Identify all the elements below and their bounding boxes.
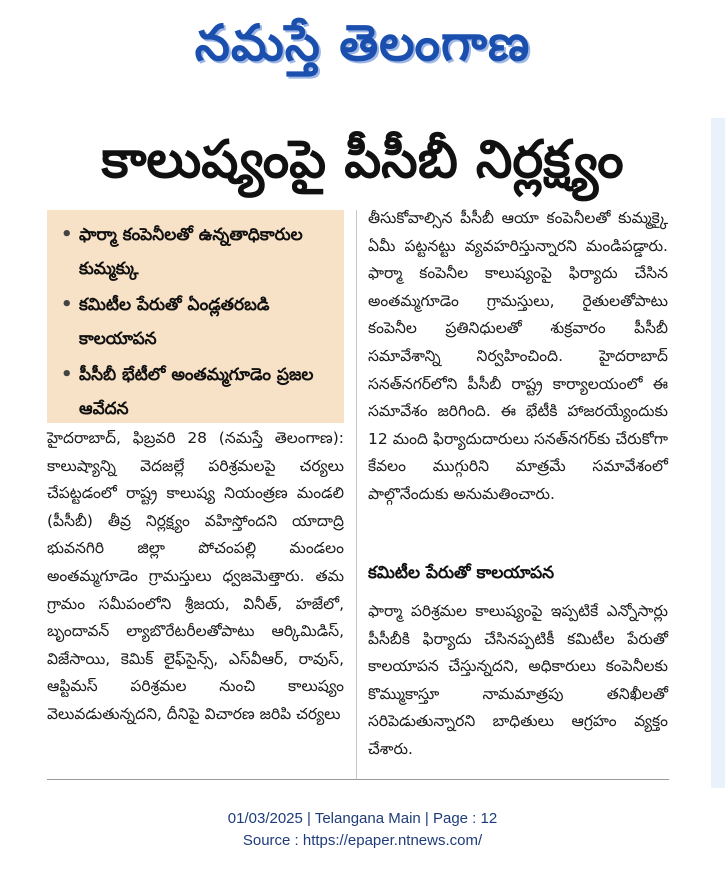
bullet-icon: •	[61, 294, 73, 315]
article-paragraph: ఫార్మా పరిశ్రమల కాలుష్యంపై ఇప్పటికే ఎన్నోసార్లు పీసీబీకి ఫిర్యాదు చేసినప్పటికీ కమిటీల పేరుతో కాలయాపన చేస్తున్నదని, అధికారులు కంపెనీలకు కొమ్ముకాస్తూ నామమాత్రపు తనిఖీలతో సరిపెడుతున్నారని బాధితులు ఆగ్రహం వ్యక్తం చేశారు.	[368, 602, 668, 758]
highlight-item	[61, 288, 334, 356]
highlight-item	[61, 218, 334, 286]
page-edge-strip	[711, 118, 725, 788]
footer-divider	[47, 779, 669, 780]
page-footer	[0, 808, 725, 852]
article-subheading: కమిటీల పేరుతో కాలయాపన	[368, 563, 555, 583]
bullet-icon: •	[61, 364, 73, 385]
column-divider	[356, 210, 357, 780]
article-body-right-column	[368, 205, 668, 509]
highlights-box	[47, 210, 344, 423]
highlight-item	[61, 358, 334, 426]
edition-info: 01/03/2025 | Telangana Main | Page : 12	[227, 810, 498, 827]
highlight-text: పీసీబీ భేటీలో అంతమ్మగూడెం ప్రజల ఆవేదన	[79, 365, 314, 419]
article-headline: కాలుష్యంపై పీసీబీ నిర్లక్ష్యం	[101, 130, 624, 190]
source-link[interactable]: Source : https://epaper.ntnews.com/	[242, 832, 483, 849]
newspaper-masthead: నమస్తే తెలంగాణ	[194, 14, 531, 72]
article-paragraph: తీసుకోవాల్సిన పీసీబీ ఆయా కంపెనీలతో కుమ్మక్కై ఏమీ పట్టనట్టు వ్యవహరిస్తున్నారని మండిపడ్డారు. ఫార్మా కంపెనీల కాలుష్యంపై ఫిర్యాదు చేసిన అంతమ్మగూడెం గ్రామస్తులు, రైతులతోపాటు కంపెనీల ప్రతినిధులతో శుక్రవారం పీసీబీ సమావేశాన్ని నిర్వహించింది. హైదరాబాద్ సనత్‌నగర్‌లోని పీసీబీ రాష్ట్ర కార్యాలయంలో ఈ సమావేశం జరిగింది. ఈ భేటీకి హాజరయ్యేందుకు 12 మంది ఫిర్యాదుదారులు సనత్‌నగర్‌కు చేరుకోగా కేవలం ముగ్గురిని మాత్రమే సమావేశంలో పాల్గొనేందుకు అనుమతించారు.	[368, 209, 668, 503]
highlight-text: ఫార్మా కంపెనీలతో ఉన్నతాధికారుల కుమ్మక్కు	[79, 225, 303, 279]
bullet-icon: •	[61, 224, 73, 245]
article-body-left-column	[47, 425, 344, 729]
article-body-right-column-continued	[368, 598, 668, 764]
article-paragraph: హైదరాబాద్, ఫిబ్రవరి 28 (నమస్తే తెలంగాణ): కాలుష్యాన్ని వెదజల్లే పరిశ్రమలపై చర్యలు చేపట్టడంలో రాష్ట్ర కాలుష్య నియంత్రణ మండలి (పీసీబీ) తీవ్ర నిర్లక్ష్యం వహిస్తోందని యాదాద్రి భువనగిరి జిల్లా పోచంపల్లి మండలం అంతమ్మగూడెం గ్రామస్తులు ధ్వజమెత్తారు. తమ గ్రామం సమీపంలోని శ్రీజయ, వినీత్, హజేలో, బృందావన్ ల్యాబొరేటరీలతోపాటు ఆర్కిమిడిస్, విజేసాయి, కెమిక్ లైఫ్‌సైన్స్, ఎస్‌వీఆర్, రావుస్, ఆప్టిమస్ పరిశ్రమల నుంచి కాలుష్యం వెలువడుతున్నదని, దీనిపై విచారణ జరిపి చర్యలు	[47, 429, 344, 723]
highlight-text: కమిటీల పేరుతో ఏండ్లతరబడి కాలయాపన	[79, 295, 270, 349]
